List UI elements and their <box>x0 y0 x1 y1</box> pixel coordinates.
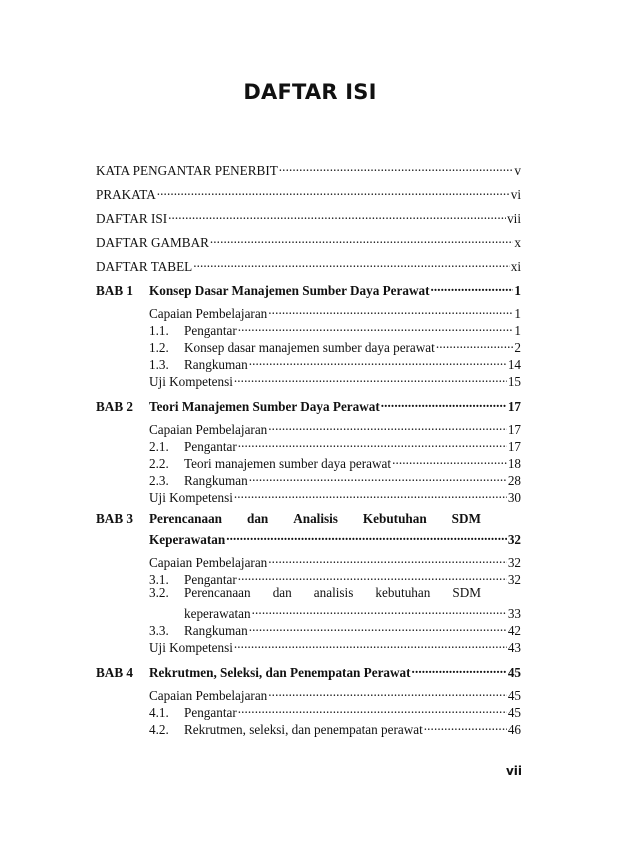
dot-leader <box>249 618 507 635</box>
toc-entry[interactable] <box>96 301 521 321</box>
dot-leader <box>234 485 507 502</box>
label-word: dan <box>272 585 292 600</box>
dot-leader <box>226 527 507 544</box>
toc-page: 28 <box>507 473 521 488</box>
chapter-title-line1 <box>149 510 481 527</box>
toc-label: Rekrutmen, seleksi, dan penempatan perawat <box>184 722 423 737</box>
section-number: 1.2. <box>149 340 169 355</box>
toc-label: Konsep dasar manajemen sumber daya perawat <box>184 340 435 355</box>
dot-leader <box>268 417 507 434</box>
label-word: Perencanaan <box>184 585 251 600</box>
toc-page: 32 <box>507 555 521 570</box>
toc-label: Uji Kompetensi <box>149 374 233 389</box>
section-number: 2.2. <box>149 456 169 471</box>
chapter-number: BAB 4 <box>96 665 134 680</box>
dot-leader <box>436 335 514 352</box>
toc-page: x <box>514 235 521 250</box>
dot-leader <box>193 254 510 271</box>
section-number: 4.1. <box>149 705 169 720</box>
toc-entry[interactable] <box>96 417 521 437</box>
dot-leader <box>210 230 514 247</box>
toc-front-entry[interactable] <box>96 230 521 250</box>
toc-page: 33 <box>507 606 521 621</box>
toc-label: Pengantar <box>184 572 237 587</box>
chapter-title-line2: Keperawatan <box>149 532 226 547</box>
toc-page: 14 <box>507 357 521 372</box>
toc-chapter-1[interactable] <box>96 278 521 298</box>
dot-leader <box>268 301 513 318</box>
section-number: 3.2. <box>149 585 169 600</box>
toc-page: 17 <box>507 439 521 454</box>
toc-label: DAFTAR ISI <box>96 211 168 226</box>
toc-page: 32 <box>507 532 521 547</box>
dot-leader <box>268 550 507 567</box>
toc-label: KATA PENGANTAR PENERBIT <box>96 163 278 178</box>
toc-page: 18 <box>507 456 521 471</box>
toc-page: vii <box>507 211 521 226</box>
toc-page: 43 <box>507 640 521 655</box>
toc-label: Rangkuman <box>184 357 248 372</box>
toc-entry[interactable] <box>96 683 521 703</box>
chapter-title: Rekrutmen, Seleksi, dan Penempatan Perawat <box>149 665 411 680</box>
title-word: dan <box>246 511 269 526</box>
toc-label: Capaian Pembelajaran <box>149 306 268 321</box>
section-number: 2.3. <box>149 473 169 488</box>
toc-page: v <box>514 163 521 178</box>
toc-label: Uji Kompetensi <box>149 490 233 505</box>
toc-page: 15 <box>507 374 521 389</box>
toc-page: 17 <box>507 422 521 437</box>
label-word: SDM <box>452 585 481 600</box>
toc-label: Pengantar <box>184 439 237 454</box>
dot-leader <box>430 278 513 295</box>
title-word: Kebutuhan <box>362 511 427 526</box>
dot-leader <box>238 318 514 335</box>
toc-label: Rangkuman <box>184 623 248 638</box>
label-word: analisis <box>313 585 354 600</box>
dot-leader <box>168 206 506 223</box>
dot-leader <box>234 635 507 652</box>
toc-page: 30 <box>507 490 521 505</box>
toc-page: 2 <box>514 340 521 355</box>
chapter-title: Teori Manajemen Sumber Daya Perawat <box>149 399 380 414</box>
toc-label: Rangkuman <box>184 473 248 488</box>
dot-leader <box>249 468 507 485</box>
chapter-number: BAB 3 <box>96 511 134 526</box>
toc-label: Pengantar <box>184 705 237 720</box>
toc-chapter-4[interactable] <box>96 660 521 680</box>
toc-label: Pengantar <box>184 323 237 338</box>
toc-front-entry[interactable] <box>96 254 521 274</box>
toc-label-line1 <box>184 584 481 601</box>
table-of-contents <box>96 158 521 737</box>
toc-front-entry[interactable] <box>96 158 521 178</box>
toc-entry[interactable] <box>96 584 521 621</box>
dot-leader <box>234 369 507 386</box>
toc-front-entry[interactable] <box>96 206 521 226</box>
toc-page: xi <box>510 259 521 274</box>
label-word: kebutuhan <box>375 585 431 600</box>
toc-label: DAFTAR GAMBAR <box>96 235 209 250</box>
toc-page: 32 <box>507 572 521 587</box>
dot-leader <box>279 158 514 175</box>
toc-page: 45 <box>507 705 521 720</box>
toc-front-entry[interactable] <box>96 182 521 202</box>
toc-label: Capaian Pembelajaran <box>149 555 268 570</box>
chapter-title: Konsep Dasar Manajemen Sumber Daya Perawat <box>149 283 430 298</box>
title-word: SDM <box>451 511 481 526</box>
dot-leader <box>238 434 507 451</box>
toc-page: 17 <box>507 399 521 414</box>
toc-chapter-3[interactable] <box>96 510 521 547</box>
page-number: vii <box>505 764 522 778</box>
section-number: 1.1. <box>149 323 169 338</box>
dot-leader <box>238 567 507 584</box>
chapter-number: BAB 2 <box>96 399 134 414</box>
toc-entry[interactable] <box>96 550 521 570</box>
toc-page: 1 <box>514 306 521 321</box>
dot-leader <box>392 451 507 468</box>
dot-leader <box>238 700 507 717</box>
toc-chapter-2[interactable] <box>96 394 521 414</box>
toc-label: Capaian Pembelajaran <box>149 688 268 703</box>
toc-label: Teori manajemen sumber daya perawat <box>184 456 392 471</box>
title-word: Analisis <box>293 511 338 526</box>
toc-page: 1 <box>514 323 521 338</box>
toc-page: vi <box>510 187 521 202</box>
section-number: 1.3. <box>149 357 169 372</box>
toc-label: Uji Kompetensi <box>149 640 233 655</box>
toc-page: 45 <box>507 665 521 680</box>
toc-label: PRAKATA <box>96 187 156 202</box>
dot-leader <box>381 394 507 411</box>
chapter-number: BAB 1 <box>96 283 134 298</box>
toc-entry[interactable] <box>96 618 521 638</box>
section-number: 2.1. <box>149 439 169 454</box>
dot-leader <box>157 182 510 199</box>
toc-page: 45 <box>507 688 521 703</box>
section-number: 4.2. <box>149 722 169 737</box>
toc-label: DAFTAR TABEL <box>96 259 193 274</box>
title-word: Perencanaan <box>149 511 223 526</box>
section-number: 3.3. <box>149 623 169 638</box>
toc-page: 1 <box>514 283 521 298</box>
dot-leader <box>424 717 507 734</box>
toc-page: 42 <box>507 623 521 638</box>
toc-page: 46 <box>507 722 521 737</box>
page-title: DAFTAR ISI <box>243 80 377 104</box>
section-number: 3.1. <box>149 572 169 587</box>
toc-label: Capaian Pembelajaran <box>149 422 268 437</box>
dot-leader <box>249 352 507 369</box>
toc-label-line2: keperawatan <box>184 606 251 621</box>
dot-leader <box>412 660 507 677</box>
dot-leader <box>252 601 507 618</box>
dot-leader <box>268 683 507 700</box>
